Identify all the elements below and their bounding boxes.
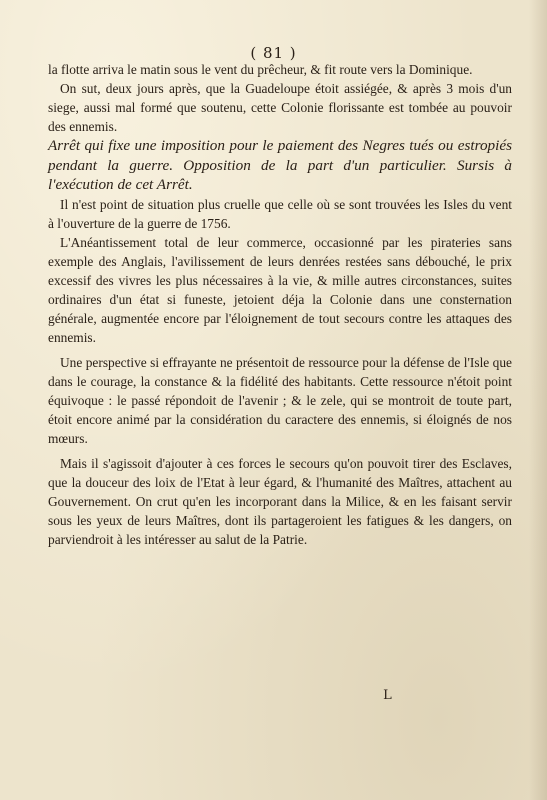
paragraph-4: Mais il s'agissoit d'ajouter à ces forces le secours qu'on pouvoit tirer des Esclaves, que la douceur des loix de l'Etat à leur égard, & l'humanité des Maîtres, attachent au Gouvernement. On crut qu'en les incorporant dans la Milice, & en les faisant servir sous les yeux de leurs Maîtres, dont ils partageroient les fatigues & les dangers, on parviendroit à les intéresser au salut de la Patrie.	[48, 455, 512, 547]
paragraph-siege: On sut, deux jours après, que la Guadeloupe étoit assiégée, & après 3 mois d'un siege, aussi mal formé que soutenu, cette Colonie florissante est tombée au pouvoir des ennemis.	[48, 81, 512, 134]
paragraph-3: Une perspective si effrayante ne présentoit de ressource pour la défense de l'Isle que dans le courage, la constance & la fidélité des habitants. Cette ressource n'étoit point équivoque : le passé répondoit de l'avenir ; & le zele, qui se montroit de toute part, étoit encore animé par la considération du caractere des ennemis, si éloignés de nos mœurs.	[48, 354, 512, 446]
signature-mark	[0, 688, 547, 703]
page-body	[48, 60, 512, 549]
continued-paragraph: la flotte arriva le matin sous le vent du prêcheur, & fit route vers la Dominique.	[48, 62, 473, 77]
signature-letter: L	[383, 688, 392, 703]
paragraph-1: Il n'est point de situation plus cruelle que celle où se sont trouvées les Isles du vent à l'ouverture de la guerre de 1756.	[48, 196, 512, 231]
paragraph-2: L'Anéantissement total de leur commerce, occasionné par les pirateries sans exemple des Anglais, l'avilissement de leurs denrées restées sans débouché, le prix excessif des vivres les plus nécessaires à la vie, & mille autres circonstances, suites ordinaires d'un état si funeste, jetoient déja la Colonie dans une consternation générale, augmentée encore par l'éloignement de tout secours contre les attaques des ennemis.	[48, 234, 512, 345]
section-heading: Arrêt qui fixe une imposition pour le paiement des Negres tués ou estropiés pendant la guerre. Opposition de la part d'un particulier. Sursis à l'exécution de cet Arrêt.	[48, 137, 512, 193]
page-number: ( 81 )	[250, 44, 297, 62]
